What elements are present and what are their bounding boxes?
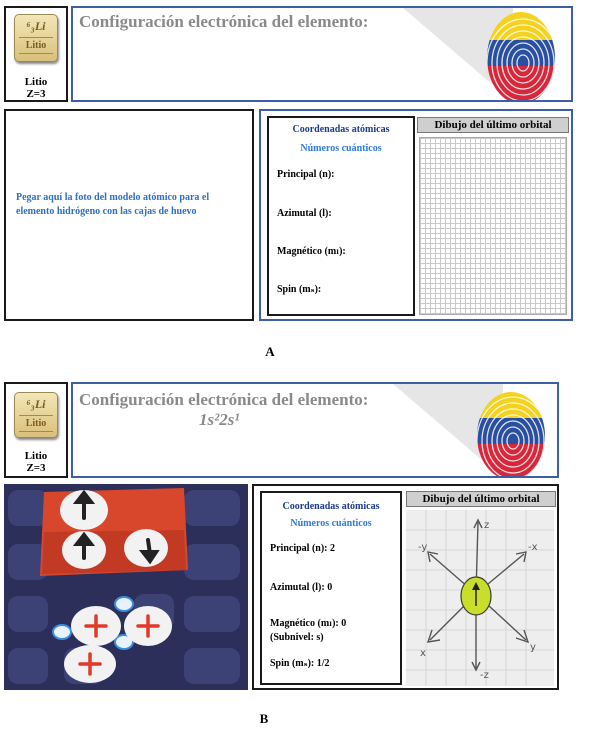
panel-b-label: B bbox=[259, 711, 269, 726]
element-z: Z=3 bbox=[26, 462, 46, 474]
orbital-drawing bbox=[406, 510, 554, 686]
config-title: Configuración electrónica del elemento: bbox=[79, 390, 369, 409]
element-name: Litio bbox=[24, 76, 48, 88]
magnetico-value: Magnético (mₗ): 0 bbox=[270, 618, 347, 629]
spin-value: Spin (mₛ): 1/2 bbox=[270, 658, 330, 669]
config-title: Configuración electrónica del elemento: bbox=[79, 12, 369, 31]
element-name: Litio bbox=[24, 450, 48, 462]
element-tile bbox=[14, 392, 58, 438]
panel-a-config-box bbox=[71, 6, 573, 102]
coords-box bbox=[267, 116, 415, 316]
element-tile-name: Litio bbox=[25, 40, 47, 51]
panel-b-element-card bbox=[4, 382, 68, 478]
coords-subtitle: Números cuánticos bbox=[290, 518, 372, 529]
coords-box bbox=[260, 491, 402, 685]
panel-b-coords-outer bbox=[252, 484, 559, 690]
azimutal-label: Azimutal (l): bbox=[277, 208, 332, 219]
azimutal-value: Azimutal (l): 0 bbox=[270, 582, 333, 593]
axis-label-neg-z: -z bbox=[480, 670, 489, 681]
coords-subtitle: Números cuánticos bbox=[300, 143, 382, 154]
coords-title: Coordenadas atómicas bbox=[282, 501, 380, 512]
magnetico-label: Magnético (mₗ): bbox=[277, 246, 346, 257]
element-symbol: ⁶₃Li bbox=[26, 19, 46, 33]
fingerprint-flag-icon bbox=[393, 384, 559, 478]
orbital-title: Dibujo del último orbital bbox=[417, 117, 569, 133]
subnivel-value: (Subnivel: s) bbox=[270, 632, 324, 643]
element-tile bbox=[14, 14, 58, 62]
panel-a-coords-outer bbox=[259, 109, 573, 321]
axis-label-y: y bbox=[530, 642, 536, 653]
spin-label: Spin (mₛ): bbox=[277, 284, 322, 295]
axis-label-z: z bbox=[484, 520, 490, 531]
axis-label-x: x bbox=[420, 648, 426, 659]
orbital-grid bbox=[419, 137, 567, 315]
panel-a-label: A bbox=[265, 344, 275, 359]
config-formula: 1s²2s¹ bbox=[199, 410, 240, 429]
egg-carton-photo bbox=[4, 484, 248, 690]
element-z: Z=3 bbox=[26, 88, 46, 100]
axis-label-neg-y: -y bbox=[418, 542, 428, 553]
orbital-title: Dibujo del último orbital bbox=[406, 491, 556, 507]
element-tile-name: Litio bbox=[25, 418, 47, 429]
principal-value: Principal (n): 2 bbox=[270, 543, 335, 554]
panel-b-config-box bbox=[71, 382, 559, 478]
panel-a-element-card bbox=[4, 6, 68, 102]
coords-title: Coordenadas atómicas bbox=[292, 124, 390, 135]
principal-label: Principal (n): bbox=[277, 169, 335, 180]
photo-placeholder-text: Pegar aquí la foto del modelo atómico para el elemento hidrógeno con las cajas de huevo bbox=[16, 192, 210, 217]
fingerprint-flag-icon bbox=[403, 8, 573, 102]
element-symbol: ⁶₃Li bbox=[26, 397, 46, 411]
axis-label-neg-x: -x bbox=[528, 542, 538, 553]
panel-a-photo-box bbox=[4, 109, 254, 321]
